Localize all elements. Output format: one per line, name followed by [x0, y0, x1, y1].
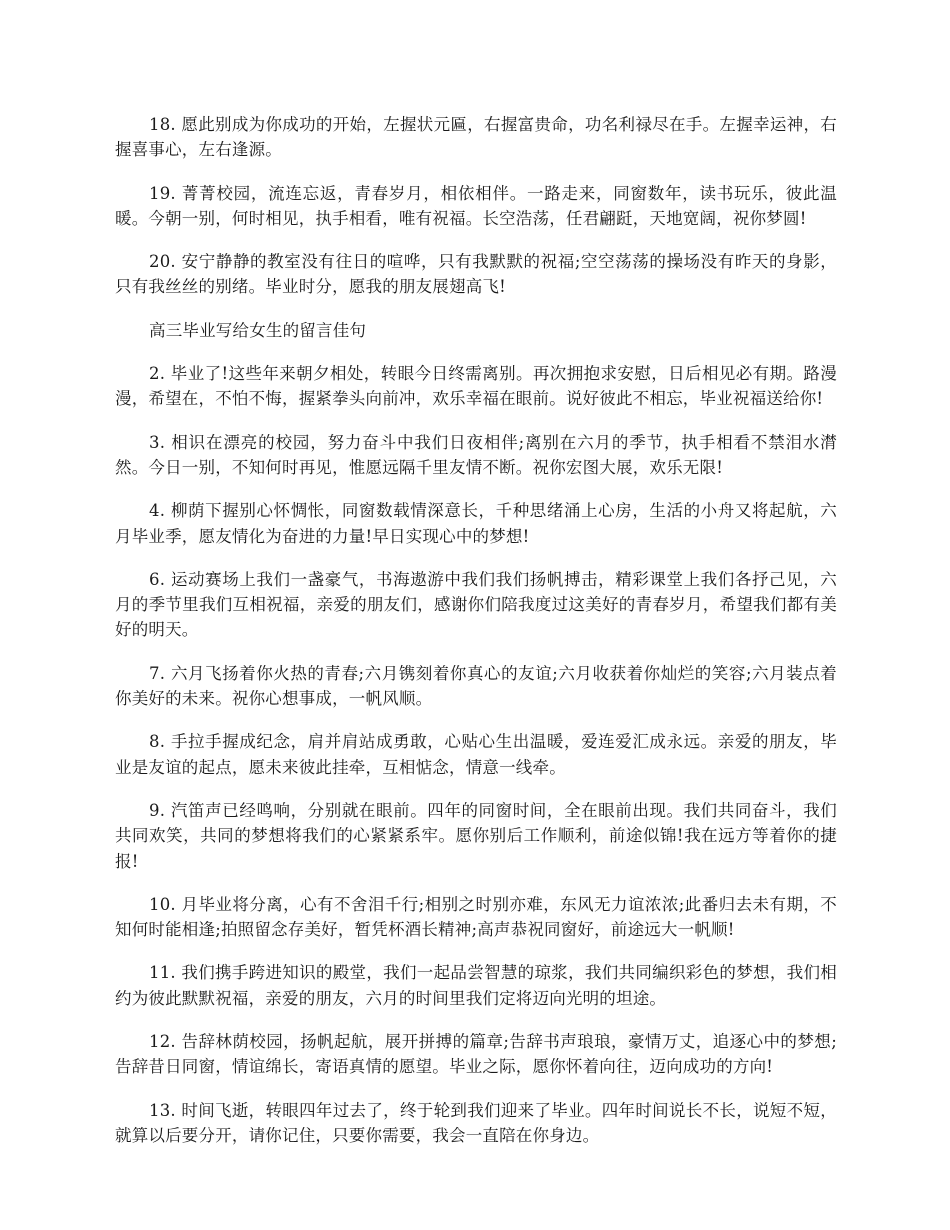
paragraph-13: 13. 时间飞逝，转眼四年过去了，终于轮到我们迎来了毕业。四年时间说长不长，说短不短，就算以后要分开，请你记住，只要你需要，我会一直陪在你身边。 — [115, 1100, 837, 1145]
paragraph-9: 9. 汽笛声已经鸣响，分别就在眼前。四年的同窗时间，全在眼前出现。我们共同奋斗，我们共同欢笑，共同的梦想将我们的心紧紧系牢。愿你别后工作顺利，前途似锦!我在远方等着你的捷报! — [115, 800, 837, 871]
paragraph-7: 7. 六月飞扬着你火热的青春;六月镌刻着你真心的友谊;六月收获着你灿烂的笑容;六月装点着你美好的未来。祝你心想事成，一帆风顺。 — [115, 663, 837, 709]
paragraph-4: 4. 柳荫下握别心怀惆怅，同窗数载情深意长，千种思绪涌上心房，生活的小舟又将起航，六月毕业季，愿友情化为奋进的力量!早日实现心中的梦想! — [115, 501, 837, 546]
paragraph-11: 11. 我们携手跨进知识的殿堂，我们一起品尝智慧的琼浆，我们共同编织彩色的梦想，我们相约为彼此默默祝福，亲爱的朋友，六月的时间里我们定将迈向光明的坦途。 — [115, 963, 837, 1008]
section-heading: 高三毕业写给女生的留言佳句 — [149, 320, 367, 340]
paragraph-6: 6. 运动赛场上我们一盏豪气，书海遨游中我们我们扬帆搏击，精彩课堂上我们各抒己见，六月的季节里我们互相祝福，亲爱的朋友们，感谢你们陪我度过这美好的青春岁月，希望我们都有美好的明天。 — [115, 569, 837, 640]
paragraph-12: 12. 告辞林荫校园，扬帆起航，展开拼搏的篇章;告辞书声琅琅，豪情万丈，追逐心中的梦想;告辞昔日同窗，情谊绵长，寄语真情的愿望。毕业之际，愿你怀着向往，迈向成功的方向! — [115, 1032, 837, 1077]
paragraph-3: 3. 相识在漂亮的校园，努力奋斗中我们日夜相伴;离别在六月的季节，执手相看不禁泪水潸然。今日一别，不知何时再见，惟愿远隔千里友情不断。祝你宏图大展，欢乐无限! — [115, 432, 837, 477]
paragraph-20: 20. 安宁静静的教室没有往日的喧哗，只有我默默的祝福;空空荡荡的操场没有昨天的身影，只有我丝丝的别绪。毕业时分，愿我的朋友展翅高飞! — [115, 252, 837, 297]
paragraph-10: 10. 月毕业将分离，心有不舍泪千行;相别之时别亦难，东风无力谊浓浓;此番归去未有期，不知何时能相逢;拍照留念存美好，暂凭杯酒长精神;高声恭祝同窗好，前途远大一帆顺! — [115, 894, 837, 940]
paragraph-8: 8. 手拉手握成纪念，肩并肩站成勇敢，心贴心生出温暖，爱连爱汇成永远。亲爱的朋友，毕业是友谊的起点，愿未来彼此挂牵，互相惦念，情意一线牵。 — [115, 732, 837, 777]
paragraph-19: 19. 菁菁校园，流连忘返，青春岁月，相依相伴。一路走来，同窗数年，读书玩乐，彼此温暖。今朝一别，何时相见，执手相看，唯有祝福。长空浩荡，任君翩跹，天地宽阔，祝你梦圆! — [115, 183, 837, 228]
paragraph-18: 18. 愿此别成为你成功的开始，左握状元匾，右握富贵命，功名利禄尽在手。左握幸运神，右握喜事心，左右逢源。 — [115, 115, 837, 160]
paragraph-2: 2. 毕业了!这些年来朝夕相处，转眼今日终需离别。再次拥抱求安慰，日后相见必有期。路漫漫，希望在，不怕不悔，握紧拳头向前冲，欢乐幸福在眼前。说好彼此不相忘，毕业祝福送给你! — [115, 364, 837, 409]
